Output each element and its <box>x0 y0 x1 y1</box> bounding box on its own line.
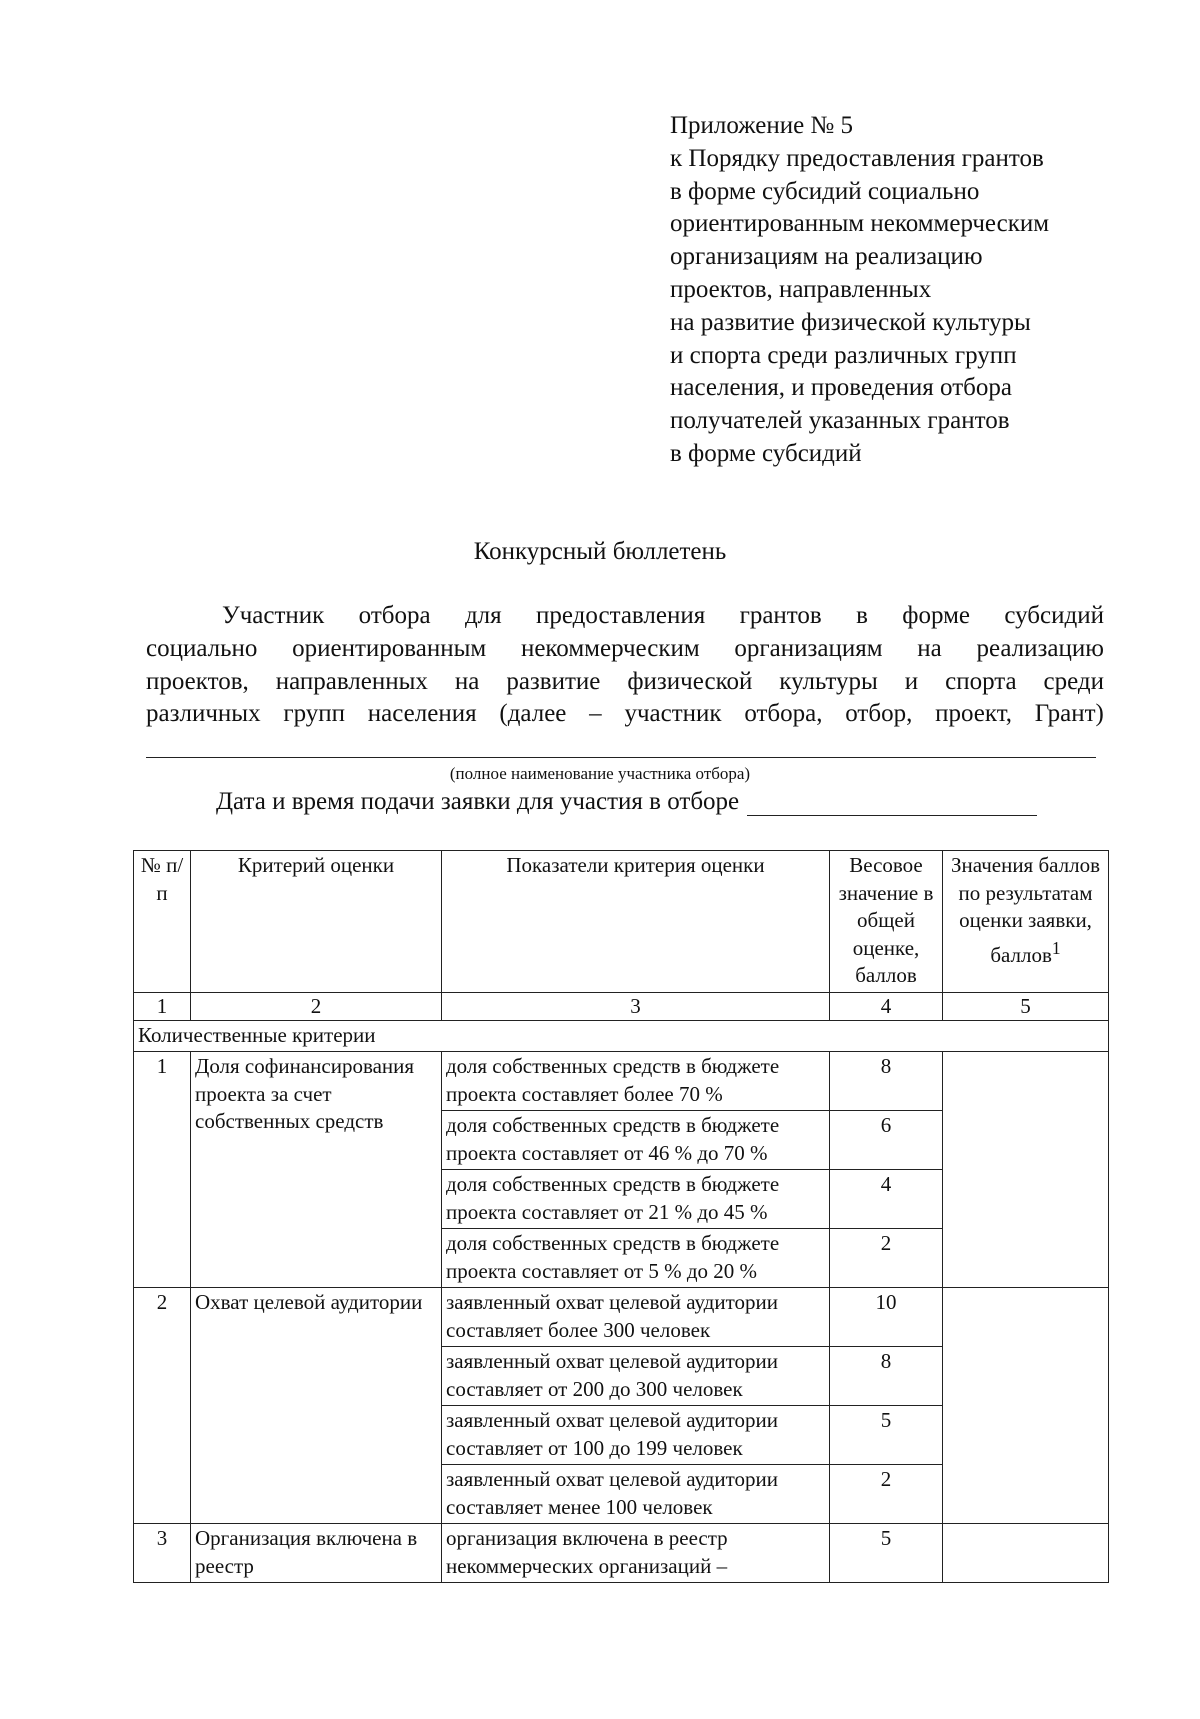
table-row <box>134 1052 1109 1111</box>
indicator-weight: 2 <box>830 1229 943 1288</box>
indicator-text: заявленный охват целевой аудитории составляет от 100 до 199 человек <box>442 1406 830 1465</box>
indicator-text: доля собственных средств в бюджете проекта составляет от 46 % до 70 % <box>442 1111 830 1170</box>
score-cell[interactable] <box>943 1288 1109 1524</box>
intro-word: и <box>904 667 919 695</box>
indicator-weight: 6 <box>830 1111 943 1170</box>
intro-word: на <box>917 634 942 662</box>
intro-word: в <box>856 602 868 629</box>
appendix-line: получателей указанных грантов <box>670 407 1010 435</box>
indicator-weight: 5 <box>830 1406 943 1465</box>
header-weight: Весовое значение в общей оценке, баллов <box>830 851 943 993</box>
appendix-line: и спорта среди различных групп <box>670 341 1017 369</box>
intro-line <box>146 698 1104 731</box>
intro-word: Участник <box>222 602 325 629</box>
document-title: Конкурсный бюллетень <box>473 538 727 565</box>
intro-word: отбора <box>358 602 431 629</box>
intro-word: форме <box>902 602 970 629</box>
indicator-weight: 8 <box>830 1052 943 1111</box>
participant-name-caption: (полное наименование участника отбора) <box>449 764 751 783</box>
appendix-line: организациям на реализацию <box>670 243 983 271</box>
intro-word: организациям <box>734 634 883 662</box>
intro-word: грантов <box>739 602 822 629</box>
criteria-table <box>133 850 1109 1583</box>
indicator-text: доля собственных средств в бюджете проекта составляет более 70 % <box>442 1052 830 1111</box>
intro-paragraph <box>146 600 1104 731</box>
table-row <box>134 1288 1109 1347</box>
submission-date-field[interactable] <box>747 793 1037 816</box>
intro-word: ориентированным <box>292 634 487 662</box>
intro-word: групп <box>283 700 346 728</box>
submission-date-row <box>216 788 1037 816</box>
column-number: 1 <box>134 992 191 1020</box>
section-row <box>134 1020 1109 1052</box>
criterion-number: 2 <box>134 1288 191 1524</box>
appendix-line: в форме субсидий <box>670 439 862 467</box>
intro-word: физической <box>627 667 753 695</box>
intro-word: различных <box>146 700 261 728</box>
indicator-weight: 4 <box>830 1170 943 1229</box>
intro-word: отбор, <box>845 700 913 728</box>
header-criterion: Критерий оценки <box>191 851 442 993</box>
intro-word: развитие <box>506 667 601 695</box>
intro-word: отбора, <box>744 700 823 728</box>
column-number: 3 <box>442 992 830 1020</box>
appendix-line: ориентированным некоммерческим <box>670 210 1050 238</box>
indicator-text: доля собственных средств в бюджете проекта составляет от 21 % до 45 % <box>442 1170 830 1229</box>
intro-word: направленных <box>275 667 428 695</box>
intro-word: предоставления <box>536 602 706 629</box>
intro-word: проектов, <box>146 667 249 695</box>
criterion-number: 1 <box>134 1052 191 1288</box>
intro-word: населения <box>367 700 477 728</box>
footnote-marker: 1 <box>1051 937 1061 958</box>
header-score <box>943 851 1109 993</box>
indicator-text: заявленный охват целевой аудитории составляет менее 100 человек <box>442 1465 830 1524</box>
intro-line <box>146 600 1104 633</box>
score-cell[interactable] <box>943 1052 1109 1288</box>
criterion-name: Организация включена в реестр <box>191 1524 442 1583</box>
intro-word: реализацию <box>976 634 1104 662</box>
appendix-line: к Порядку предоставления грантов <box>670 144 1044 172</box>
appendix-header <box>670 110 1190 471</box>
intro-word: на <box>454 667 480 695</box>
section-title: Количественные критерии <box>134 1020 1109 1052</box>
indicator-text: организация включена в реестр некоммерческих организаций – <box>442 1524 830 1583</box>
appendix-line: проектов, направленных <box>670 275 932 303</box>
intro-word: участник <box>624 700 722 728</box>
indicator-weight: 10 <box>830 1288 943 1347</box>
appendix-line: Приложение № 5 <box>670 112 854 139</box>
intro-word: спорта <box>945 667 1017 695</box>
indicator-weight: 8 <box>830 1347 943 1406</box>
column-number: 4 <box>830 992 943 1020</box>
intro-line <box>146 633 1104 666</box>
appendix-line: на развитие физической культуры <box>670 308 1031 336</box>
appendix-line: в форме субсидий социально <box>670 177 980 205</box>
criterion-name: Доля софинансирования проекта за счет собственных средств <box>191 1052 442 1288</box>
intro-word: культуры <box>779 667 878 695</box>
score-cell[interactable] <box>943 1524 1109 1583</box>
column-number-row <box>134 992 1109 1020</box>
intro-word: субсидий <box>1004 602 1104 629</box>
criteria-body <box>134 1052 1109 1583</box>
submission-date-label: Дата и время подачи заявки для участия в отборе <box>216 788 740 815</box>
indicator-weight: 2 <box>830 1465 943 1524</box>
intro-word: для <box>464 602 502 629</box>
indicator-text: доля собственных средств в бюджете проекта составляет от 5 % до 20 % <box>442 1229 830 1288</box>
intro-word: проект, <box>935 700 1012 728</box>
criterion-name: Охват целевой аудитории <box>191 1288 442 1524</box>
intro-word: социально <box>146 634 258 662</box>
intro-word: некоммерческим <box>520 634 700 662</box>
table-header-row <box>134 851 1109 993</box>
intro-line <box>146 666 1104 699</box>
column-number: 5 <box>943 992 1109 1020</box>
criterion-number: 3 <box>134 1524 191 1583</box>
participant-name-line[interactable] <box>146 757 1096 758</box>
intro-word: – <box>589 700 602 728</box>
indicator-weight: 5 <box>830 1524 943 1583</box>
appendix-line: населения, и проведения отбора <box>670 374 1012 402</box>
intro-word: (далее <box>499 700 567 728</box>
header-score-text: Значения баллов по результатам оценки заявки, баллов <box>950 853 1101 967</box>
indicator-text: заявленный охват целевой аудитории составляет от 200 до 300 человек <box>442 1347 830 1406</box>
header-indicators: Показатели критерия оценки <box>442 851 830 993</box>
indicator-text: заявленный охват целевой аудитории составляет более 300 человек <box>442 1288 830 1347</box>
column-number: 2 <box>191 992 442 1020</box>
intro-word: Грант) <box>1034 700 1104 728</box>
intro-word: среди <box>1043 667 1104 695</box>
table-row <box>134 1524 1109 1583</box>
header-num: № п/п <box>134 851 191 993</box>
